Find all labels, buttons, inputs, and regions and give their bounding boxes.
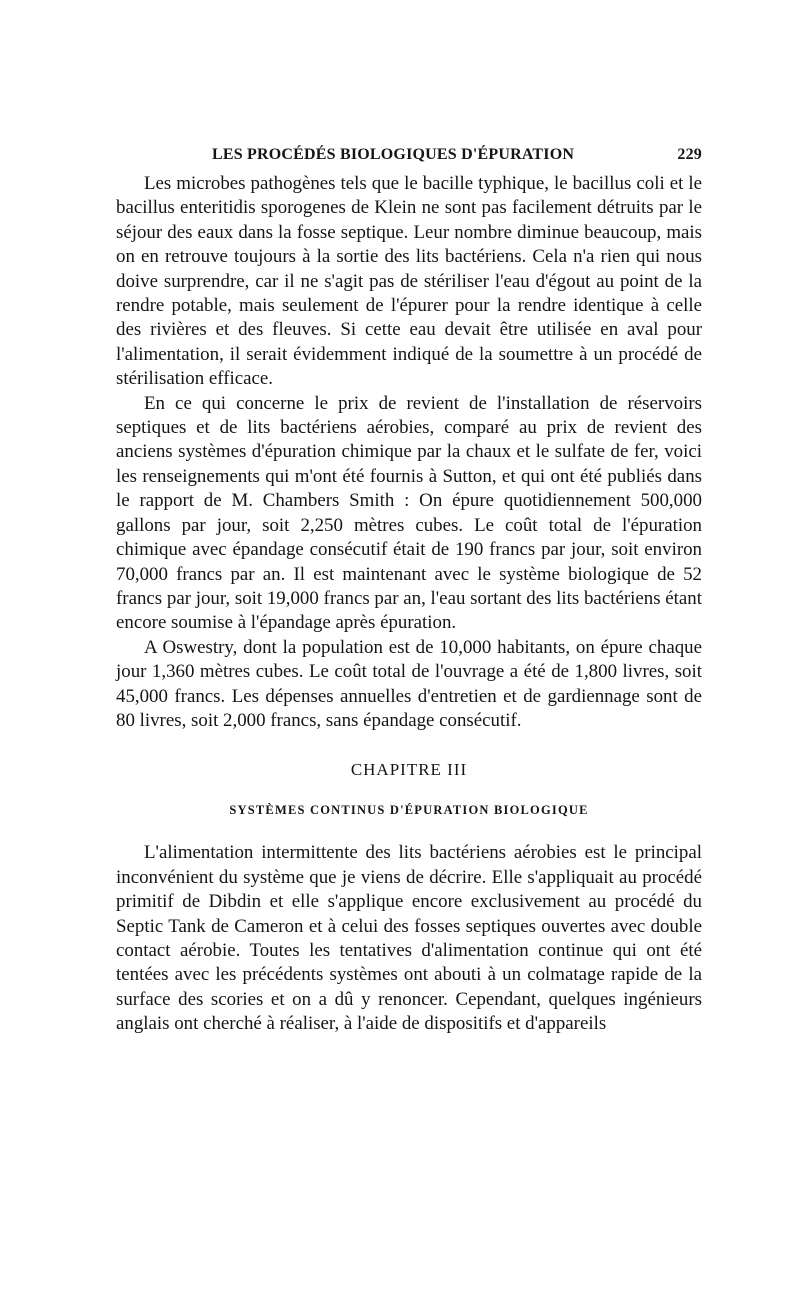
- chapter-title: SYSTÈMES CONTINUS D'ÉPURATION BIOLOGIQUE: [229, 803, 589, 818]
- paragraph-pathogens: Les microbes pathogènes tels que le bacille typhique, le bacillus coli et le bacillus enteritidis sporogenes de Klein ne sont pas facilement détruits par le séjour des eaux dans la fosse septique. Leur nombre diminue beaucoup, mais on en retrouve toujours à la sortie des lits bactériens. Cela n'a rien qui nous doive surprendre, car il ne s'agit pas de stériliser l'eau d'égout au point de la rendre potable, mais seulement de l'épurer pour la rendre identique à celle des rivières et des fleuves. Si cette eau devait être utilisée en aval pour l'alimentation, il serait évidemment indiqué de la soumettre à un procédé de stérilisation efficace.: [116, 173, 702, 390]
- running-head: [116, 142, 702, 172]
- chapter-heading: CHAPITRE III: [350, 760, 468, 780]
- paragraph-oswestry: A Oswestry, dont la population est de 10,000 habitants, on épure chaque jour 1,360 mètres cubes. Le coût total de l'ouvrage a été de 1,800 livres, soit 45,000 francs. Les dépenses annuelles d'entretien et de gardiennage sont de 80 livres, soit 2,000 francs, sans épandage consécutif.: [116, 636, 702, 731]
- running-title: LES PROCÉDÉS BIOLOGIQUES D'ÉPURATION: [212, 146, 575, 163]
- book-page: [116, 142, 702, 1037]
- paragraph-continuous-systems: L'alimentation intermittente des lits bactériens aérobies est le principal inconvénient du système que je viens de décrire. Elle s'appliquait au procédé primitif de Dibdin et elle s'applique encore exclusivement au procédé du Septic Tank de Cameron et à celui des fosses septiques ouvertes avec double contact aérobie. Toutes les tentatives d'alimentation continue qui ont été tentées avec les précédents systèmes ont abouti à un colmatage rapide de la surface des scories et on a dû y renoncer. Cependant, quelques ingénieurs anglais ont cherché à réaliser, à l'aide de dispositifs et d'appareils: [116, 842, 702, 1035]
- page-number: 229: [677, 146, 702, 163]
- paragraph-cost-sutton: En ce qui concerne le prix de revient de l'installation de réservoirs septiques et de lits bactériens aérobies, comparé au prix de revient des anciens systèmes d'épuration chimique par la chaux et le sulfate de fer, voici les renseignements qui m'ont été fournis à Sutton, et qui ont été publiés dans le rapport de M. Chambers Smith : On épure quotidiennement 500,000 gallons par jour, soit 2,250 mètres cubes. Le coût total de l'épuration chimique avec épandage consécutif était de 190 francs par jour, soit environ 70,000 francs par an. Il est maintenant avec le système biologique de 52 francs par jour, soit 19,000 francs par an, l'eau sortant des lits bactériens étant encore soumise à l'épandage après épuration.: [116, 392, 702, 634]
